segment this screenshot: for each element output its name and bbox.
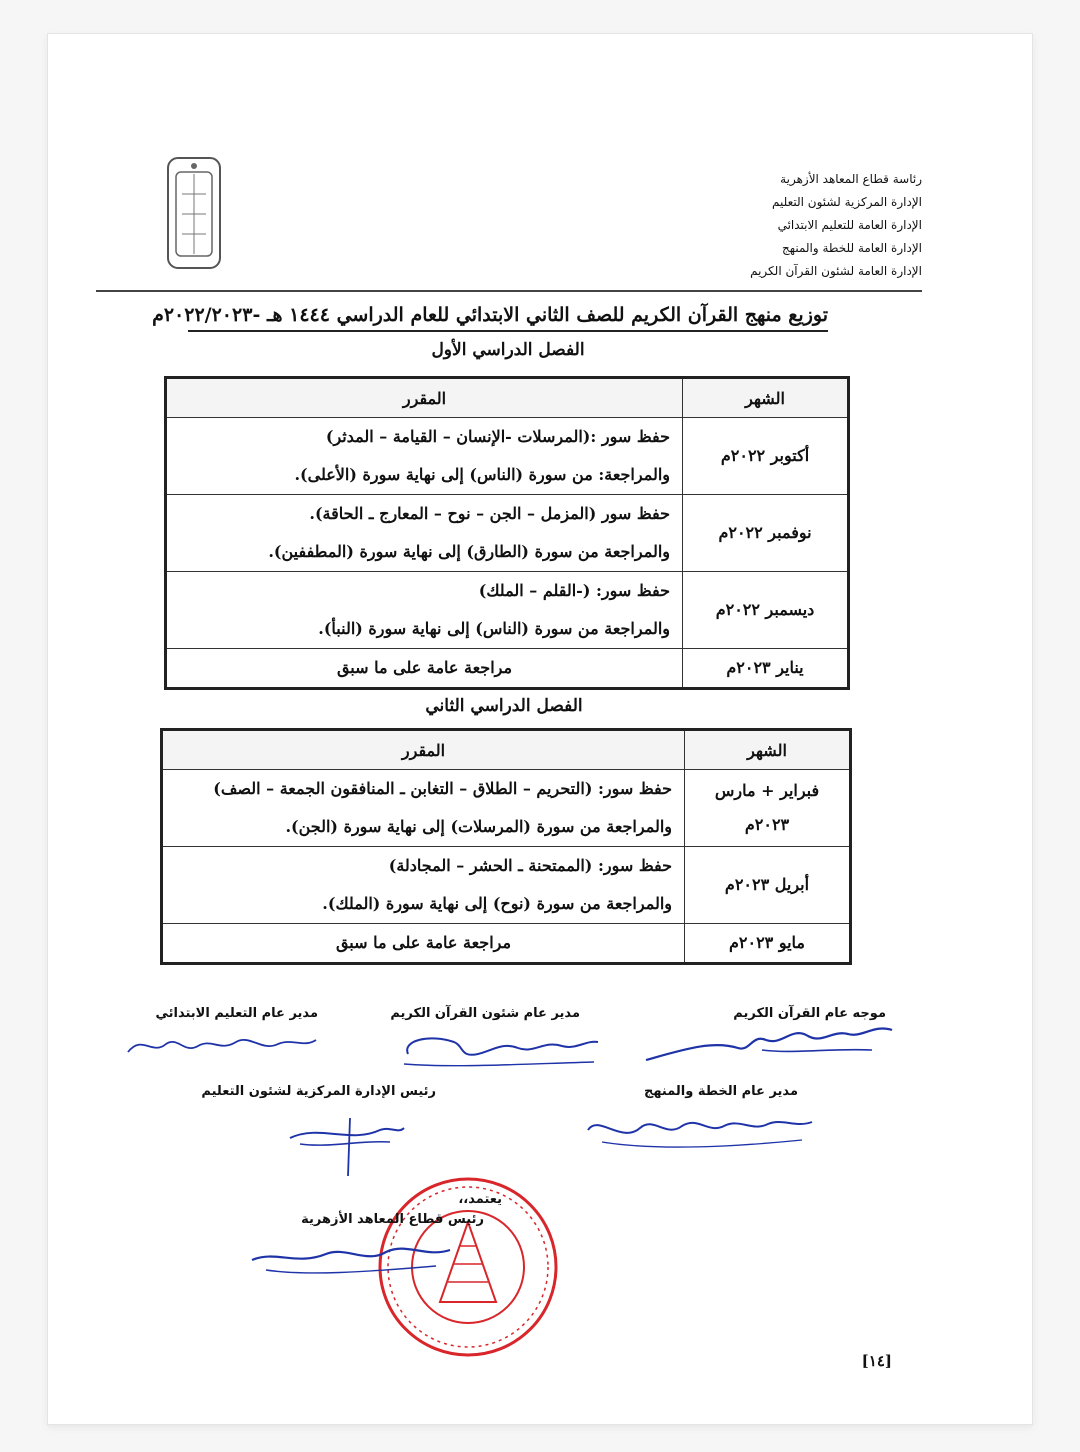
signature-title-primary-director: مدير عام التعليم الابتدائي: [155, 1006, 318, 1021]
month-cell: أكتوبر ٢٠٢٢م: [683, 418, 849, 495]
course-line: والمراجعة من سورة (نوح) إلى نهاية سورة (الملك).: [322, 894, 672, 913]
course-line: حفظ سور: (-القلم – الملك): [478, 581, 670, 600]
semester-2-table: [160, 728, 852, 965]
course-line: مراجعة عامة على ما سبق: [336, 658, 513, 677]
month-line: ٢٠٢٣م: [744, 815, 790, 834]
month-cell: أبريل ٢٠٢٣م: [685, 847, 851, 924]
month-cell: نوفمبر ٢٠٢٢م: [683, 495, 849, 572]
course-line: حفظ سور (المزمل – الجن – نوح – المعارج ـ الحاقة).: [309, 504, 670, 523]
header-departments: [750, 168, 922, 283]
course-line: حفظ سور :(المرسلات -الإنسان – القيامة – المدثر): [325, 427, 670, 446]
month-cell: يناير ٢٠٢٣م: [683, 649, 849, 689]
course-cell: [162, 924, 685, 964]
table-row: [162, 924, 851, 964]
semester-2-title: الفصل الدراسي الثاني: [425, 696, 583, 716]
document-page: [48, 34, 1032, 1424]
document-title: توزيع منهج القرآن الكريم للصف الثاني الابتدائي للعام الدراسي ١٤٤٤ هـ -٢٠٢٢/٢٠٢٣م: [188, 304, 828, 332]
course-cell: [162, 847, 685, 924]
course-cell: [166, 418, 683, 495]
column-header-month: الشهر: [683, 378, 849, 418]
header-line: الإدارة العامة للتعليم الابتدائي: [777, 218, 922, 232]
signature-title-quran-affairs-director: مدير عام شئون القرآن الكريم: [390, 1006, 580, 1021]
signature-title-sector-head: رئيس قطاع المعاهد الأزهرية: [301, 1212, 484, 1227]
handwritten-signature-quran-affairs-director: [394, 1024, 604, 1074]
header-line: رئاسة قطاع المعاهد الأزهرية: [780, 172, 922, 186]
table-row: [166, 572, 849, 649]
al-azhar-emblem-icon: [164, 154, 224, 272]
signature-title-quran-supervisor: موجه عام القرآن الكريم: [733, 1006, 886, 1021]
signature-title-plan-director: مدير عام الخطة والمنهج: [643, 1084, 798, 1099]
course-line: والمراجعة من سورة (المرسلات) إلى نهاية سورة (الجن).: [285, 817, 672, 836]
table-row: [162, 847, 851, 924]
course-line: حفظ سور: (التحريم – الطلاق – التغابن ـ المنافقون الجمعة – الصف): [213, 779, 672, 798]
page-number: [١٤]: [861, 1352, 892, 1370]
table-row: [166, 495, 849, 572]
semester-1-title: الفصل الدراسي الأول: [431, 340, 585, 360]
course-cell: [166, 572, 683, 649]
header-line: الإدارة المركزية لشئون التعليم: [771, 195, 922, 209]
table-header-row: [162, 730, 851, 770]
column-header-month: الشهر: [685, 730, 851, 770]
handwritten-signature-quran-supervisor: [642, 1020, 902, 1070]
handwritten-signature-plan-director: [582, 1104, 822, 1156]
course-line: والمراجعة من سورة (الناس) إلى نهاية سورة (النبأ).: [318, 619, 670, 638]
course-line: والمراجعة من سورة (الطارق) إلى نهاية سورة (المطففين).: [268, 542, 670, 561]
course-line: حفظ سور: (الممتحنة ـ الحشر – المجادلة): [388, 856, 672, 875]
semester-1-table: [164, 376, 850, 690]
course-cell: [166, 649, 683, 689]
course-cell: [166, 495, 683, 572]
month-cell: مايو ٢٠٢٣م: [685, 924, 851, 964]
column-header-course: المقرر: [162, 730, 685, 770]
column-header-course: المقرر: [166, 378, 683, 418]
header-divider: [96, 290, 922, 292]
course-line: مراجعة عامة على ما سبق: [335, 933, 512, 952]
month-cell: [685, 770, 851, 847]
header-line: الإدارة العامة للخطة والمنهج: [782, 241, 922, 255]
approved-label: يعتمد،،: [458, 1192, 502, 1207]
month-line: فبراير + مارس: [714, 781, 820, 800]
header-line: الإدارة العامة لشئون القرآن الكريم: [750, 264, 922, 278]
table-row: [166, 649, 849, 689]
month-cell: ديسمبر ٢٠٢٢م: [683, 572, 849, 649]
table-row: [166, 418, 849, 495]
signature-title-central-admin-head: رئيس الإدارة المركزية لشئون التعليم: [201, 1084, 436, 1099]
handwritten-signature-central-admin-head: [280, 1104, 410, 1180]
handwritten-signature-primary-director: [122, 1026, 322, 1062]
table-row: [162, 770, 851, 847]
course-cell: [162, 770, 685, 847]
handwritten-signature-sector-head: [246, 1230, 456, 1282]
table-header-row: [166, 378, 849, 418]
course-line: والمراجعة: من سورة (الناس) إلى نهاية سورة (الأعلى).: [294, 465, 670, 484]
